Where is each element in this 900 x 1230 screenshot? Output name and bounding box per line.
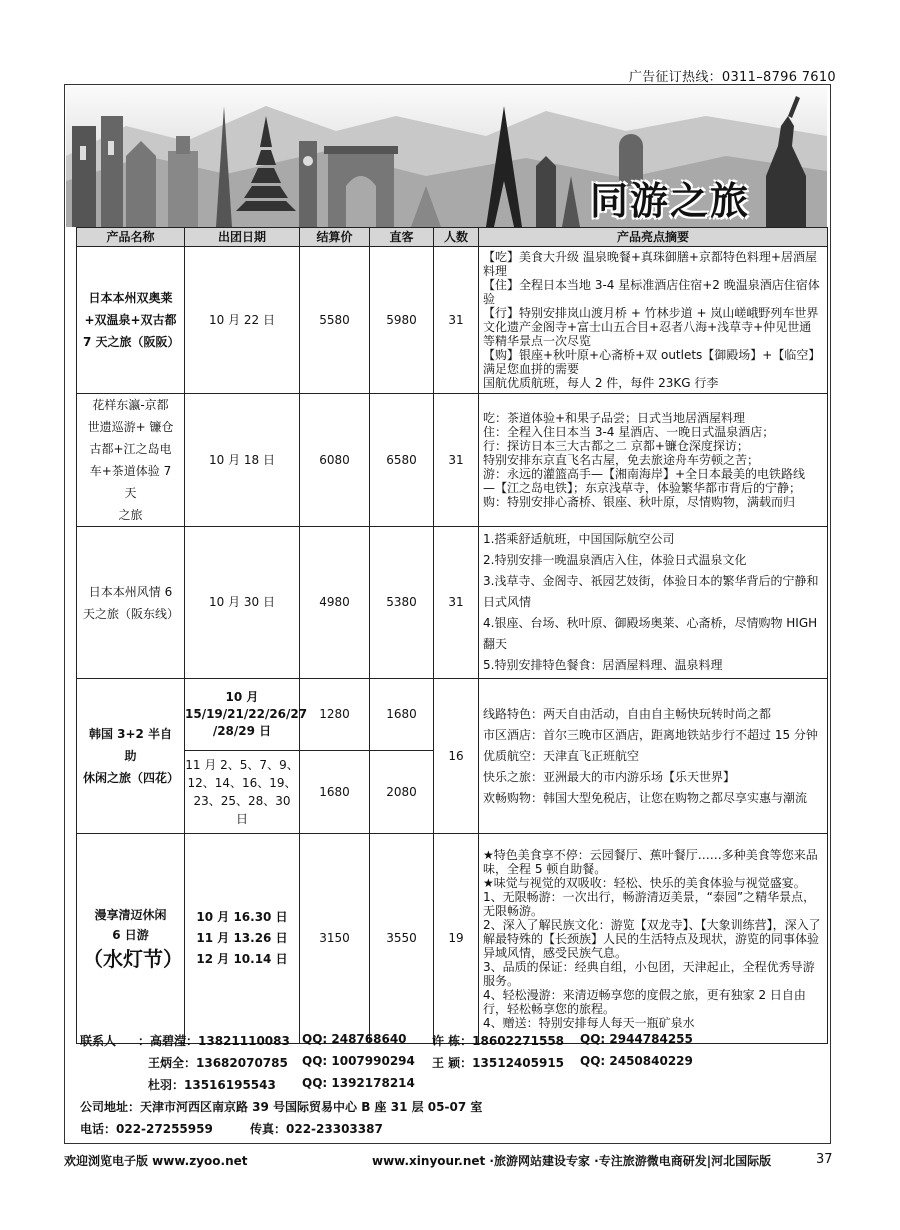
contact-person: 王炳全：13682070785 [148,1056,288,1070]
header-departure-date: 出团日期 [185,228,300,247]
product-name: 花样东瀛-京都 世遗巡游+ 镰仓 古都+江之岛电 车+茶道体验 7 天 之旅 [77,394,185,527]
people-count: 19 [434,834,479,1044]
ad-hotline: 广告征订热线：0311–8796 7610 [628,70,836,85]
highlights: 1.搭乘舒适航班，中国国际航空公司 2.特别安排一晚温泉酒店入住，体验日式温泉文化 3.浅草寺、金阁寺、祇园艺妓街，体验日本的繁华背后的宁静和日式风情 4.银座、台场、秋叶原、御殿场奥莱、心斋桥，尽情购物 HIGH 翻天 5.特别安排特色餐食：居酒屋料理、温泉料理 [479,527,828,679]
contact-qq: QQ: 1007990294 [302,1054,415,1068]
company-address: 公司地址：天津市河西区南京路 39 号国际贸易中心 B 座 31 层 05-07 室 [80,1100,483,1114]
table-header [77,228,828,247]
footer-right: www.xinyour.net ·旅游网站建设专家 ·专注旅游微电商研发|河北国际版 [372,1154,772,1168]
settlement-price: 5580 [300,247,370,394]
tour-table [76,227,828,1044]
departure-date: 10 月 22 日 [185,247,300,394]
people-count: 31 [434,527,479,679]
direct-price: 2080 [370,751,434,834]
table-row [77,527,828,679]
header-people: 人数 [434,228,479,247]
direct-price: 1680 [370,679,434,751]
settlement-price: 1280 [300,679,370,751]
direct-price: 5380 [370,527,434,679]
contact-section [80,1032,825,1142]
contact-qq: QQ: 248768640 [302,1032,407,1046]
header-settlement-price: 结算价 [300,228,370,247]
table-row [77,679,828,751]
departure-date: 10 月 30 日 [185,527,300,679]
contact-person: ：高碧滢：13821110083 [138,1034,290,1048]
header-highlights: 产品亮点摘要 [479,228,828,247]
highlights: ★特色美食享不停：云园餐厅、蕉叶餐厅……多种美食等您来品味，全程 5 顿自助餐。 ★味觉与视觉的双吸收：轻松、快乐的美食体验与视觉盛宴。 1、无限畅游：一次出行，畅游清迈美景，“泰园”之精华景点，无限畅游。 2、深入了解民族文化：游览【双龙寺】、【大象训练营】，深入了解最特殊的【长颈族】人民的生活特点及现状，游览的同事体验异域风情，感受民族气息。 3、品质的保证：经典自组，小包团，天津起止，全程优秀导游服务。 4、轻松漫游：来清迈畅享您的度假之旅，更有独家 2 日自由行，轻松畅享您的旅程。 4、赠送：特别安排每人每天一瓶矿泉水 [479,834,828,1044]
highlights: 线路特色：两天自由活动，自由自主畅快玩转时尚之都 市区酒店：首尔三晚市区酒店，距离地铁站步行不超过 15 分钟 优质航空：天津直飞正班航空 快乐之旅：亚洲最大的市内游乐场【乐天世界】 欢畅购物：韩国大型免税店，让您在购物之都尽享实惠与潮流 [479,679,828,834]
departure-date: 10 月 16.30 日 11 月 13.26 日 12 月 10.14 日 [185,834,300,1044]
people-count: 31 [434,247,479,394]
product-name: 日本本州双奥莱 +双温泉+双古都 7 天之旅（阪阪） [77,247,185,394]
people-count: 16 [434,679,479,834]
highlights: 【吃】美食大升级 温泉晚餐+真珠御膳+京都特色料理+居酒屋料理 【住】全程日本当地 3-4 星标准酒店住宿+2 晚温泉酒店住宿体验 【行】特别安排岚山渡月桥 + 竹林步道 + 岚山嵯峨野列车世界文化遗产金阁寺+富士山五合目+忍者八海+浅草寺+仲见世通等精华景点一次尽览 【购】银座+秋叶原+心斋桥+双 outlets【御殿场】+【临空】满足您血拼的需要 国航优质航班，每人 2 件，每件 23KG 行李 [479,247,828,394]
product-name: 日本本州风情 6 天之旅（阪东线） [77,527,185,679]
header-direct-price: 直客 [370,228,434,247]
table-row [77,394,828,527]
contact-label: 联系人 [80,1034,117,1048]
contact-qq: QQ: 2450840229 [580,1054,693,1068]
departure-date: 10 月 18 日 [185,394,300,527]
table-row [77,834,828,1044]
footer-left: 欢迎浏览电子版 www.zyoo.net [64,1154,248,1168]
direct-price: 5980 [370,247,434,394]
direct-price: 3550 [370,834,434,1044]
company-fax: 传真：022-23303387 [250,1122,383,1136]
settlement-price: 4980 [300,527,370,679]
contact-qq: QQ: 1392178214 [302,1076,415,1090]
people-count: 31 [434,394,479,527]
departure-date: 10 月 15/19/21/22/26/27 /28/29 日 [185,679,300,751]
contact-person: 许 栋：18602271558 [432,1034,565,1048]
header-product-name: 产品名称 [77,228,185,247]
contact-qq: QQ: 2944784255 [580,1032,693,1046]
contact-person: 杜羽：13516195543 [148,1078,276,1092]
settlement-price: 1680 [300,751,370,834]
product-name: 韩国 3+2 半自助 休闲之旅（四花） [77,679,185,834]
page-number: 37 [816,1152,833,1167]
banner-title: 同游之旅 [590,179,751,223]
settlement-price: 6080 [300,394,370,527]
product-name: 漫享清迈休闲 6 日游 （水灯节） [77,834,185,1044]
direct-price: 6580 [370,394,434,527]
table-row [77,247,828,394]
settlement-price: 3150 [300,834,370,1044]
contact-person: 王 颖：13512405915 [432,1056,565,1070]
highlights: 吃：茶道体验+和果子品尝；日式当地居酒屋料理 住：全程入住日本当 3-4 星酒店、一晚日式温泉酒店； 行：探访日本三大古都之二 京都+镰仓深度探访； 特别安排东京直飞名古屋，免去旅途舟车劳顿之苦； 游：永远的灌篮高手—【湘南海岸】+全日本最美的电铁路线 —【江之岛电铁】；东京浅草寺，体验繁华都市背后的宁静； 购：特别安排心斋桥、银座、秋叶原，尽情购物，满载而归 [479,394,828,527]
departure-date: 11 月 2、5、7、9、 12、14、16、19、 23、25、28、30 日 [185,751,300,834]
company-phone: 电话：022-27255959 [80,1122,213,1136]
